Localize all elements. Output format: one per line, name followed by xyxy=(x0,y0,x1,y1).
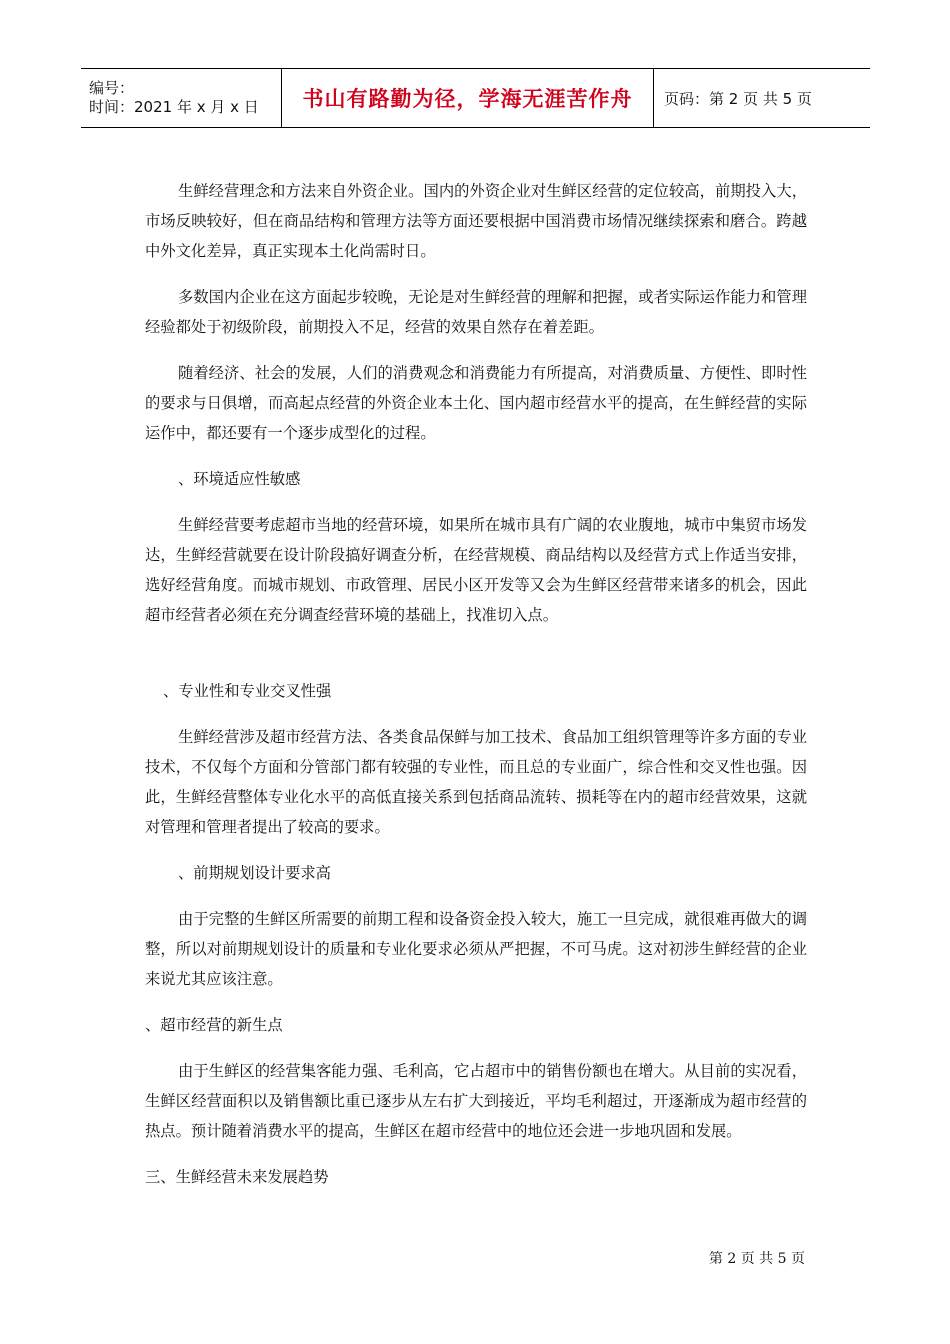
header-page-label: 页码：第 2 页 共 5 页 xyxy=(664,89,812,108)
header-date-label: 时间：2021 年 x 月 x 日 xyxy=(89,98,259,116)
header-meta xyxy=(81,69,282,127)
section-heading-planning: 、前期规划设计要求高 xyxy=(178,864,331,882)
paragraph-7: 由于生鲜区的经营集客能力强、毛利高，它占超市中的销售份额也在增大。从目前的实况看，生鲜区经营面积以及销售额比重已逐步从左右扩大到接近，平均毛利超过，开逐渐成为超市经营的热点。预计随着消费水平的提高，生鲜区在超市经营中的地位还会进一步地巩固和发展。 xyxy=(145,1062,807,1140)
section-heading-environment: 、环境适应性敏感 xyxy=(178,470,301,488)
header-motto: 书山有路勤为径，学海无涯苦作舟 xyxy=(282,69,654,127)
section-heading-trend: 三、生鲜经营未来发展趋势 xyxy=(145,1168,329,1186)
section-heading-professional: 、专业性和专业交叉性强 xyxy=(163,682,332,700)
paragraph-1: 生鲜经营理念和方法来自外资企业。国内的外资企业对生鲜区经营的定位较高，前期投入大，市场反映较好，但在商品结构和管理方法等方面还要根据中国消费市场情况继续探索和磨合。跨越中外文化差异，真正实现本土化尚需时日。 xyxy=(145,182,807,260)
paragraph-2: 多数国内企业在这方面起步较晚，无论是对生鲜经营的理解和把握，或者实际运作能力和管理经验都处于初级阶段，前期投入不足，经营的效果自然存在着差距。 xyxy=(145,288,807,336)
paragraph-4: 生鲜经营要考虑超市当地的经营环境，如果所在城市具有广阔的农业腹地，城市中集贸市场发达，生鲜经营就要在设计阶段搞好调查分析，在经营规模、商品结构以及经营方式上作适当安排，选好经营角度。而城市规划、市政管理、居民小区开发等又会为生鲜区经营带来诸多的机会，因此超市经营者必须在充分调查经营环境的基础上，找准切入点。 xyxy=(145,516,807,624)
page-footer: 第 2 页 共 5 页 xyxy=(708,1251,805,1267)
page-header xyxy=(81,68,870,128)
paragraph-3: 随着经济、社会的发展，人们的消费观念和消费能力有所提高，对消费质量、方便性、即时性的要求与日俱增，而高起点经营的外资企业本土化、国内超市经营水平的提高，在生鲜经营的实际运作中，都还要有一个逐步成型化的过程。 xyxy=(145,364,807,442)
document-body xyxy=(145,176,807,1192)
header-number-label: 编号： xyxy=(89,79,135,97)
paragraph-6: 由于完整的生鲜区所需要的前期工程和设备资金投入较大，施工一旦完成，就很难再做大的调整，所以对前期规划设计的质量和专业化要求必须从严把握，不可马虎。这对初涉生鲜经营的企业来说尤其应该注意。 xyxy=(145,910,807,988)
paragraph-5: 生鲜经营涉及超市经营方法、各类食品保鲜与加工技术、食品加工组织管理等许多方面的专业技术，不仅每个方面和分管部门都有较强的专业性，而且总的专业面广，综合性和交叉性也强。因此，生鲜经营整体专业化水平的高低直接关系到包括商品流转、损耗等在内的超市经营效果，这就对管理和管理者提出了较高的要求。 xyxy=(145,728,807,836)
section-heading-growth-point: 、超市经营的新生点 xyxy=(145,1016,283,1034)
